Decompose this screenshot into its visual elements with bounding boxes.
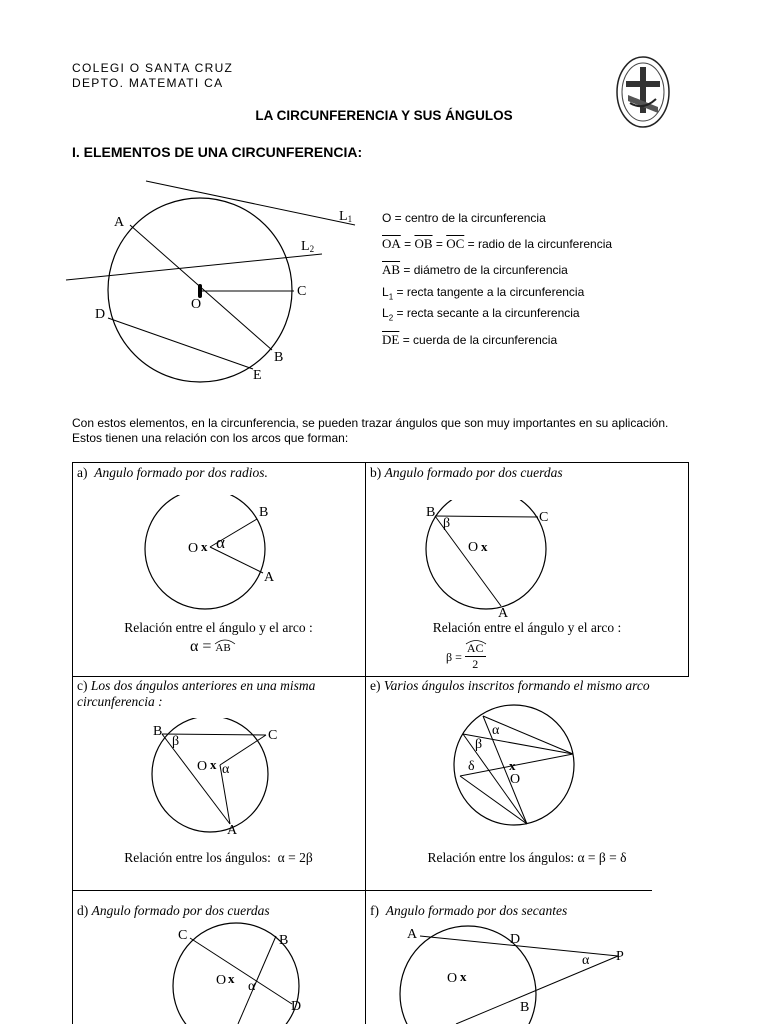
legend-center: O = centro de la circunferencia xyxy=(382,211,546,225)
school-name: COLEGI O SANTA CRUZ xyxy=(72,61,234,75)
svg-text:x: x xyxy=(228,971,235,986)
point-b-label: B xyxy=(274,350,284,365)
cell-b-formula: β = $\frac{AC}{2}$ xyxy=(446,640,486,672)
legend-diameter: $\overline{AB}$ = diámetro de la circunferencia xyxy=(382,262,568,277)
svg-text:B: B xyxy=(153,724,163,739)
cell-a-diagram xyxy=(140,495,300,615)
svg-text:B: B xyxy=(279,933,289,948)
cell-a-title: a) Angulo formado por dos radios. xyxy=(77,465,268,480)
legend-radius: $\overline{OA} = \overline{OB} = \overline{OC}$ = radio de la circunferencia xyxy=(382,236,613,251)
page-title: LA CIRCUNFERENCIA Y SUS ÁNGULOS xyxy=(255,108,513,123)
svg-text:β: β xyxy=(443,516,451,531)
legend-tangent: $L_1$ = recta tangente a la circunferencia xyxy=(382,285,585,302)
point-o-label: O xyxy=(191,297,202,312)
svg-text:x: x xyxy=(201,539,208,554)
line-l1-label: L1 xyxy=(339,209,353,224)
svg-text:A: A xyxy=(407,927,418,942)
svg-text:C: C xyxy=(178,928,188,943)
svg-text:δ: δ xyxy=(468,759,475,774)
cell-b-title: b) Angulo formado por dos cuerdas xyxy=(370,465,563,480)
cell-e-relation: Relación entre los ángulos: α = β = δ xyxy=(427,850,627,865)
intro-line-1: Con estos elementos, en la circunferencia, se pueden trazar ángulos que son muy importantes en su aplicación. xyxy=(72,416,669,430)
section-title: I. ELEMENTOS DE UNA CIRCUNFERENCIA: xyxy=(72,144,363,160)
svg-text:α: α xyxy=(582,953,590,968)
point-c-label: C xyxy=(297,284,307,299)
cell-b-diagram xyxy=(420,500,570,620)
point-d-label: D xyxy=(95,307,106,322)
svg-text:O: O xyxy=(197,759,208,774)
svg-text:α: α xyxy=(492,723,500,738)
cell-d-diagram xyxy=(170,922,320,1024)
cell-c-relation: Relación entre los ángulos: α = 2β xyxy=(124,850,313,865)
svg-text:β: β xyxy=(475,737,483,752)
svg-text:P: P xyxy=(616,949,624,964)
svg-text:D: D xyxy=(510,932,521,947)
svg-text:O: O xyxy=(188,541,199,556)
point-e-label: E xyxy=(253,368,262,383)
svg-text:C: C xyxy=(539,510,549,525)
line-l2-label: L2 xyxy=(301,239,315,254)
svg-text:O: O xyxy=(216,973,227,988)
cell-a-formula: α = AB xyxy=(190,638,231,656)
legend-secant: $L_2$ = recta secante a la circunferencia xyxy=(382,306,580,323)
svg-text:O: O xyxy=(447,971,458,986)
svg-text:C: C xyxy=(268,728,278,743)
svg-text:α: α xyxy=(222,762,230,777)
svg-text:A: A xyxy=(498,606,509,620)
cell-d-title: d) Angulo formado por dos cuerdas xyxy=(77,903,270,918)
cell-e-title: e) Varios ángulos inscritos formando el mismo arco xyxy=(370,678,650,693)
cell-c-diagram xyxy=(148,718,298,840)
svg-text:O: O xyxy=(510,772,521,787)
svg-text:D: D xyxy=(291,999,302,1014)
department-name: DEPTO. MATEMATI CA xyxy=(72,76,224,90)
svg-text:x: x xyxy=(481,539,488,554)
svg-text:B: B xyxy=(259,505,269,520)
cell-e-diagram xyxy=(448,704,583,834)
svg-text:A: A xyxy=(264,570,275,585)
svg-text:β: β xyxy=(172,734,180,749)
svg-text:B: B xyxy=(520,1000,530,1015)
svg-text:x: x xyxy=(509,758,516,773)
point-a-label: A xyxy=(114,215,125,230)
cell-f-diagram xyxy=(398,922,638,1024)
svg-text:O: O xyxy=(468,540,479,555)
legend-chord: $\overline{DE}$ = cuerda de la circunferencia xyxy=(382,332,558,347)
svg-text:B: B xyxy=(426,505,436,520)
cell-c-title: c) Los dos ángulos anteriores en una misma circunferencia : xyxy=(77,678,316,709)
cell-b-relation: Relación entre el ángulo y el arco : xyxy=(432,620,622,635)
intro-line-2: Estos tienen una relación con los arcos que forman: xyxy=(72,430,349,445)
svg-text:α: α xyxy=(216,533,225,552)
svg-text:x: x xyxy=(210,757,217,772)
svg-text:A: A xyxy=(227,823,238,838)
svg-text:x: x xyxy=(460,969,467,984)
svg-text:α: α xyxy=(248,979,256,994)
cell-a-relation: Relación entre el ángulo y el arco : xyxy=(124,620,313,635)
cell-f-title: f) Angulo formado por dos secantes xyxy=(370,903,568,918)
